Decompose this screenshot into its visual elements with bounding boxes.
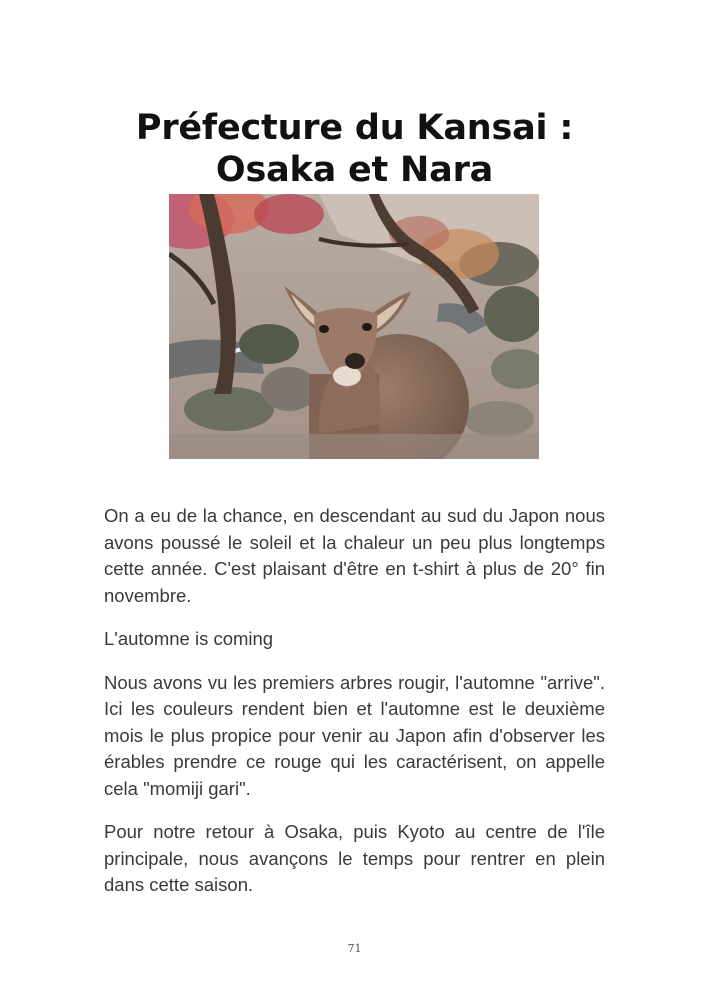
title-line-2: Osaka et Nara	[215, 150, 494, 191]
paragraph-4: Pour notre retour à Osaka, puis Kyoto au centre de l'île principale, nous avançons le temps pour rentrer en plein dans cette saison.	[104, 821, 605, 895]
page-number: 71	[347, 942, 362, 955]
article-body	[104, 503, 605, 916]
paragraph-2: L'automne is coming	[104, 628, 274, 649]
deer-photo	[169, 194, 539, 459]
page-title	[0, 107, 709, 191]
paragraph-3: Nous avons vu les premiers arbres rougir, l'automne "arrive". Ici les couleurs rendent bien et l'automne est le deuxième mois le plus propice pour venir au Japon afin d'observer les érables prendre ce rouge qui les caractérisent, on appelle cela "momiji gari".	[104, 671, 605, 799]
title-line-1: Préfecture du Kansai :	[135, 108, 574, 149]
paragraph-1: On a eu de la chance, en descendant au sud du Japon nous avons poussé le soleil et la chaleur un peu plus longtemps cette année. C'est plaisant d'être en t-shirt à plus de 20° fin novembre.	[104, 505, 605, 606]
